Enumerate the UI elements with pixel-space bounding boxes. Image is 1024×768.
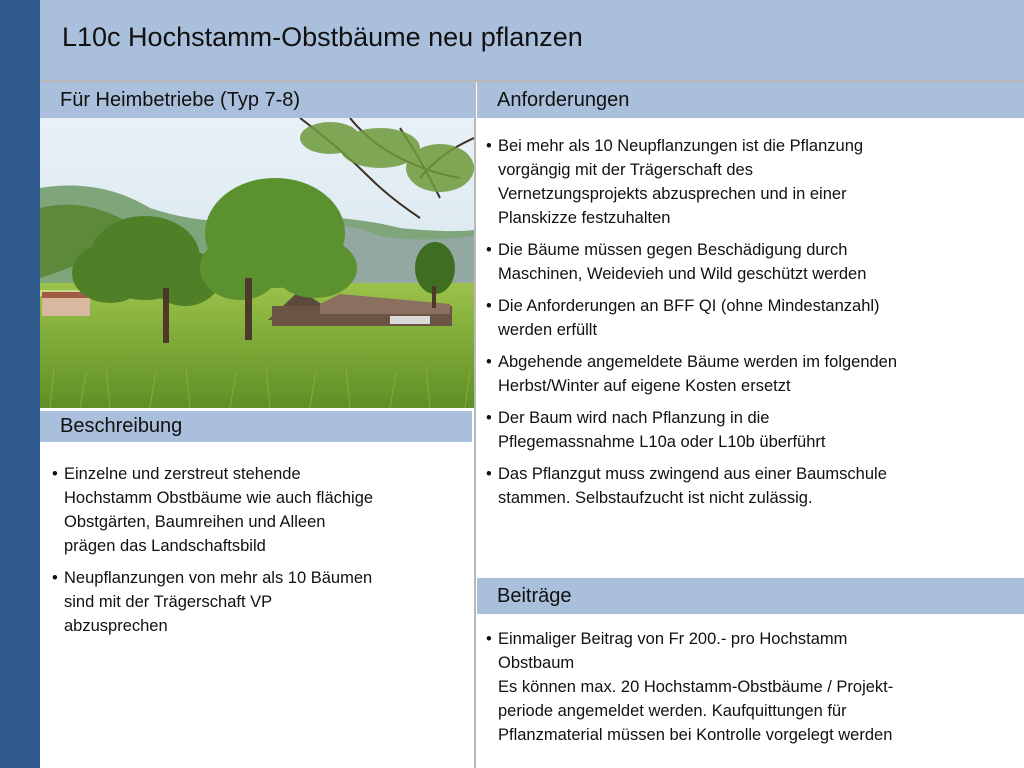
list-item-line: • Die Bäume müssen gegen Beschädigung durch [498,241,848,259]
list-item [484,238,897,286]
beitraege-heading: Beiträge [477,578,1024,614]
list-item [484,627,893,747]
list-item [484,350,897,398]
list-item-line: • Das Pflanzgut muss zwingend aus einer Baumschule [498,465,887,483]
title-band [40,0,1024,80]
requirements-list [484,134,897,518]
list-item-line: Obstgärten, Baumreihen und Alleen [64,513,326,531]
anforderungen-heading: Anforderungen [477,82,1024,118]
list-item [484,462,897,510]
list-item-line: • Die Anforderungen an BFF QI (ohne Mindestanzahl) [498,297,880,315]
list-item-line: Pflegemassnahme L10a oder L10b überführt [498,433,826,451]
list-item-line: werden erfüllt [498,321,598,339]
orchard-illustration [40,118,474,408]
list-item-line: abzusprechen [64,617,168,635]
list-item-line: • Bei mehr als 10 Neupflanzungen ist die Pflanzung [498,137,864,155]
list-item-line: • Abgehende angemeldete Bäume werden im folgenden [498,353,898,371]
list-item-line: Hochstamm Obstbäume wie auch flächige [64,489,374,507]
page-title: L10c Hochstamm-Obstbäume neu pflanzen [62,22,583,52]
list-item-line: • Neupflanzungen von mehr als 10 Bäumen [64,569,373,587]
list-item-line: prägen das Landschaftsbild [64,537,266,555]
list-item [484,294,897,342]
list-item-line: • Einzelne und zerstreut stehende [64,465,301,483]
column-divider [474,80,476,768]
list-item-line: Vernetzungsprojekts abzusprechen und in einer [498,185,847,203]
description-list [50,462,373,646]
list-item-line: periode angemeldet werden. Kaufquittungen für [498,702,847,720]
list-item-line: Es können max. 20 Hochstamm-Obstbäume / Projekt- [498,678,894,696]
list-item [50,566,373,638]
list-item-line: Obstbaum [498,654,575,672]
list-item-line: Maschinen, Weidevieh und Wild geschützt werden [498,265,867,283]
left-accent-bar [0,0,40,768]
list-item [484,134,897,230]
orchard-meadow-photo [40,118,474,408]
list-item-line: vorgängig mit der Trägerschaft des [498,161,753,179]
list-item-line: • Einmaliger Beitrag von Fr 200.- pro Hochstamm [498,630,848,648]
list-item-line: Planskizze festzuhalten [498,209,671,227]
list-item-line: stammen. Selbstaufzucht ist nicht zulässig. [498,489,813,507]
contributions-list [484,627,893,755]
list-item [50,462,373,558]
list-item-line: • Der Baum wird nach Pflanzung in die [498,409,770,427]
list-item-line: Herbst/Winter auf eigene Kosten ersetzt [498,377,791,395]
list-item-line: Pflanzmaterial müssen bei Kontrolle vorgelegt werden [498,726,893,744]
heimbetriebe-heading: Für Heimbetriebe (Typ 7-8) [40,82,474,118]
list-item [484,406,897,454]
beschreibung-heading: Beschreibung [40,411,472,442]
list-item-line: sind mit der Trägerschaft VP [64,593,273,611]
